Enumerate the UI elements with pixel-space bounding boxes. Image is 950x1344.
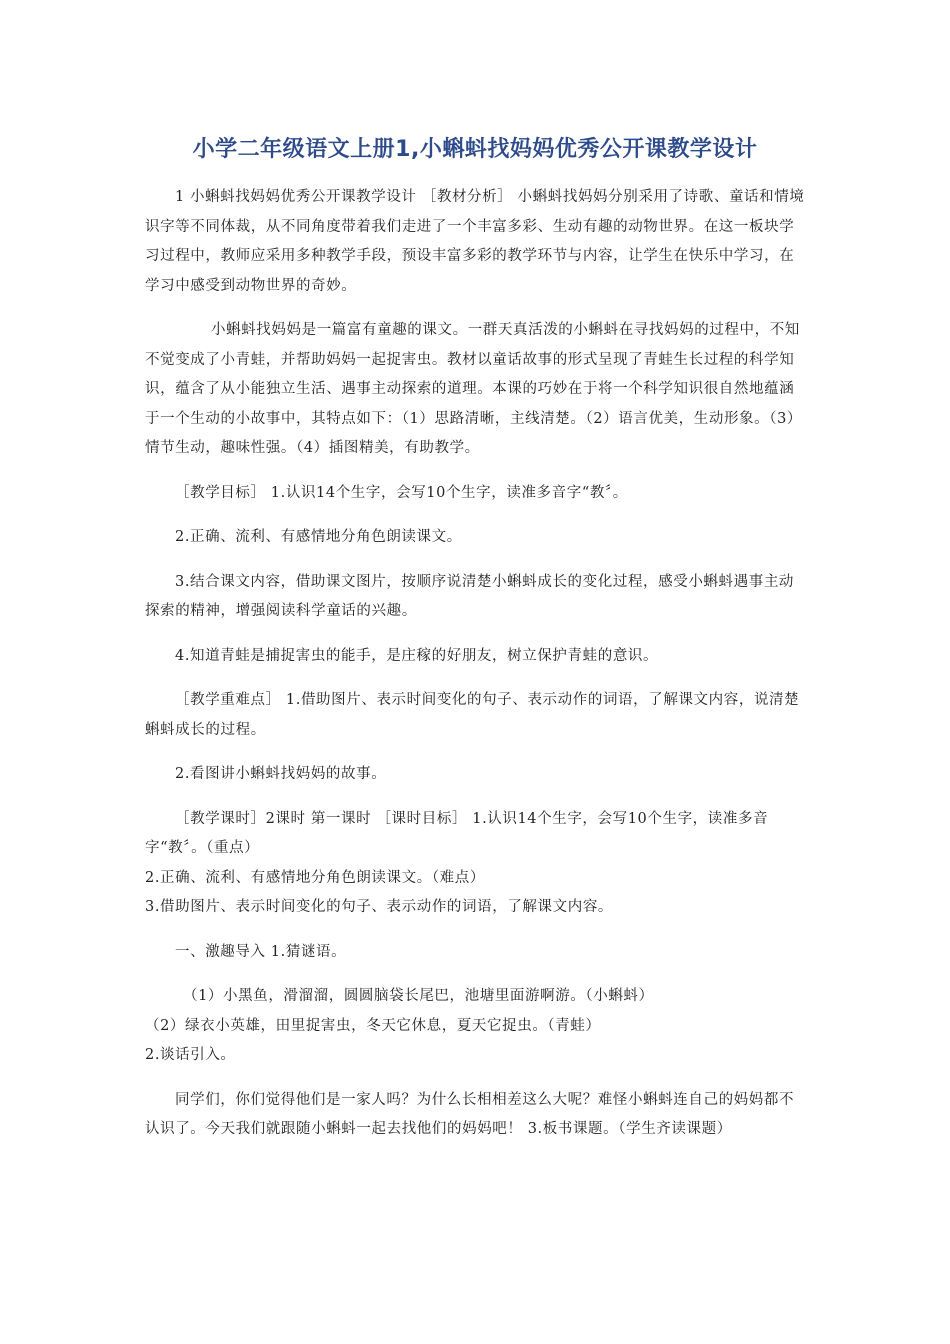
paragraph-key-points: ［教学重难点］ 1.借助图片、表示时间变化的句子、表示动作的词语，了解课文内容，说清楚蝌蚪成长的过程。: [145, 692, 800, 738]
paragraph-riddle-1: （1）小黑鱼，滑溜溜，圆圆脑袋长尾巴，池塘里面游啊游。（小蝌蚪）: [183, 988, 654, 1004]
paragraph-key-point-2: 2.看图讲小蝌蚪找妈妈的故事。: [175, 766, 387, 782]
paragraph-class-talk: 同学们，你们觉得他们是一家人吗？为什么长相相差这么大呢？难怪小蝌蚪连自己的妈妈都不认识了。今天我们就跟随小蝌蚪一起去找他们的妈妈吧！ 3.板书课题。（学生齐读课题）: [145, 1091, 795, 1137]
paragraph-textbook-analysis: 1 小蝌蚪找妈妈优秀公开课教学设计 ［教材分析］ 小蝌蚪找妈妈分别采用了诗歌、童话和情境识字等不同体裁，从不同角度带着我们走进了一个丰富多彩、生动有趣的动物世界。在这一板块学习过程中，教师应采用多种教学手段，预设丰富多彩的教学环节与内容，让学生在快乐中学习，在学习中感受到动物世界的奇妙。: [145, 189, 805, 294]
paragraph-goal-2: 2.正确、流利、有感情地分角色朗读课文。: [175, 529, 462, 545]
paragraph-goal-3: 3.结合课文内容，借助课文图片，按顺序说清楚小蝌蚪成长的变化过程，感受小蝌蚪遇事主动探索的精神，增强阅读科学童话的兴趣。: [145, 573, 795, 619]
paragraph-teaching-goals: ［教学目标］ 1.认识14个生字，会写10个生字，读准多音字“教〞。: [175, 484, 628, 501]
paragraph-riddle-2: （2）绿衣小英雄，田里捉害虫，冬天它休息，夏天它捉虫。（青蛙）: [145, 1017, 601, 1034]
paragraph-text-features: 小蝌蚪找妈妈是一篇富有童趣的课文。一群天真活泼的小蝌蚪在寻找妈妈的过程中，不知不觉变成了小青蛙，并帮助妈妈一起捉害虫。教材以童话故事的形式呈现了青蛙生长过程的科学知识，蕴含了从小能独立生活、遇事主动探索的道理。本课的巧妙在于将一个科学知识很自然地蕴涵于一个生动的小故事中，其特点如下：（1）思路清晰，主线清楚。（2）语言优美，生动形象。（3）情节生动，趣味性强。（4）插图精美，有助教学。: [145, 322, 803, 456]
paragraph-talk-intro: 2.谈话引入。: [145, 1047, 236, 1063]
paragraph-introduction: 一、激趣导入 1.猜谜语。: [175, 943, 347, 960]
paragraph-lesson-goal-2: 2.正确、流利、有感情地分角色朗读课文。（难点）: [145, 869, 485, 886]
paragraph-goal-4: 4.知道青蛙是捕捉害虫的能手，是庄稼的好朋友，树立保护青蛙的意识。: [175, 647, 659, 664]
document-body: [145, 183, 805, 1145]
paragraph-lesson-hours: ［教学课时］2课时 第一课时 ［课时目标］ 1.认识14个生字，会写10个生字，读准多音字“教〞。（重点）: [145, 810, 769, 856]
paragraph-lesson-goal-3: 3.借助图片、表示时间变化的句子、表示动作的词语，了解课文内容。: [145, 899, 614, 915]
document-title: 小学二年级语文上册1,小蝌蚪找妈妈优秀公开课教学设计: [192, 137, 758, 162]
